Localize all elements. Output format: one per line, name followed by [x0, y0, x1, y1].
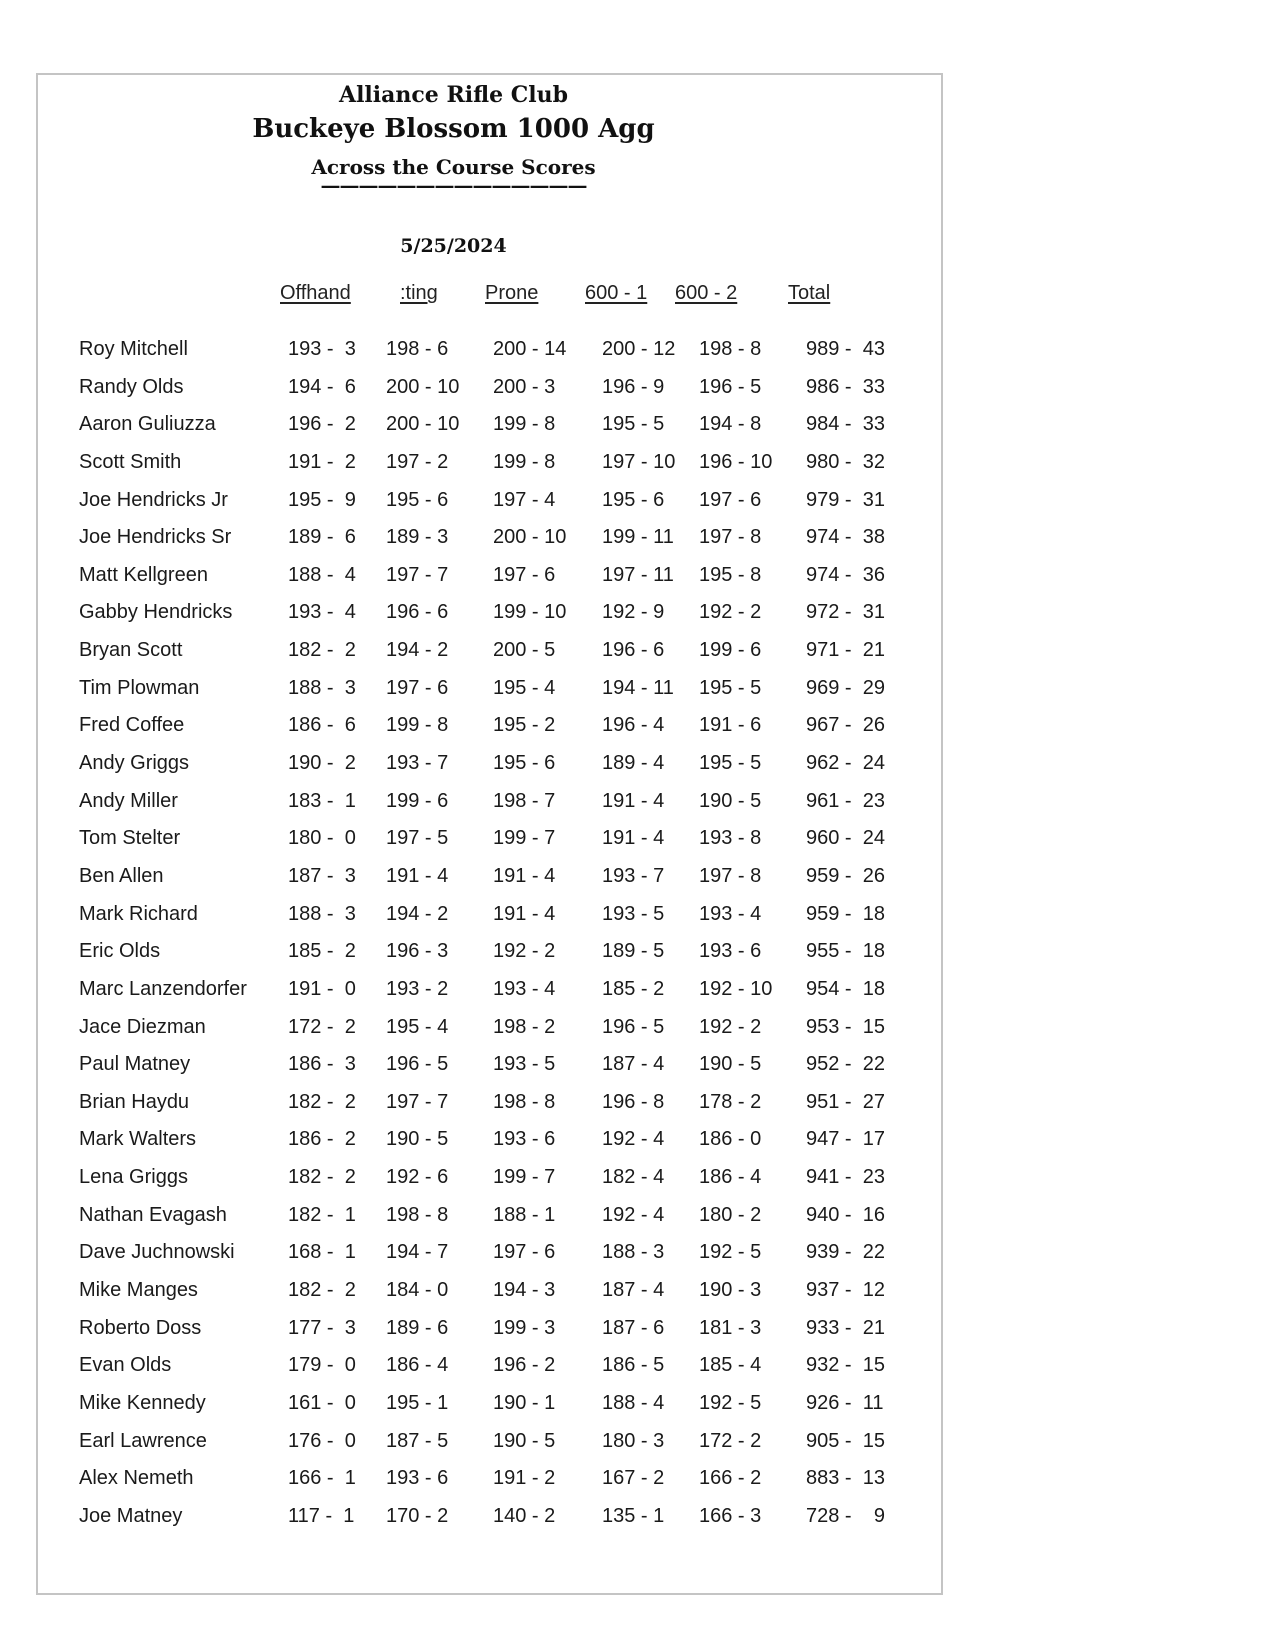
total-score: 955 - 18 [806, 940, 885, 963]
600-1-score: 187 - 4 [602, 1053, 665, 1076]
total-score: 952 - 22 [806, 1053, 885, 1076]
table-row [38, 1354, 941, 1392]
600-1-score: 189 - 5 [602, 940, 665, 963]
table-row [38, 639, 941, 677]
total-score: 974 - 38 [806, 526, 885, 549]
600-2-score: 192 - 2 [699, 1015, 762, 1038]
600-2-score: 195 - 5 [699, 752, 762, 775]
sitting-score: 189 - 3 [386, 526, 449, 549]
table-row [38, 1279, 941, 1317]
prone-score: 193 - 6 [493, 1128, 556, 1151]
prone-score: 198 - 7 [493, 789, 556, 812]
shooter-name: Aaron Guliuzza [79, 413, 216, 436]
sitting-score: 191 - 4 [386, 864, 449, 887]
table-row [38, 1166, 941, 1204]
shooter-name: Tim Plowman [79, 676, 200, 699]
offhand-score: 166 - 1 [288, 1467, 356, 1490]
600-2-score: 190 - 3 [699, 1279, 762, 1302]
sitting-score: 199 - 8 [386, 714, 449, 737]
sitting-score: 198 - 8 [386, 1203, 449, 1226]
shooter-name: Mike Manges [79, 1279, 198, 1302]
offhand-score: 187 - 3 [288, 864, 356, 887]
sitting-score: 170 - 2 [386, 1504, 449, 1527]
offhand-score: 190 - 2 [288, 752, 356, 775]
total-score: 959 - 18 [806, 902, 885, 925]
shooter-name: Brian Haydu [79, 1090, 190, 1113]
column-header-sitting: :ting [400, 282, 438, 304]
shooter-name: Earl Lawrence [79, 1429, 207, 1452]
total-score: 986 - 33 [806, 375, 885, 398]
total-score: 979 - 31 [806, 488, 885, 511]
600-1-score: 185 - 2 [602, 977, 665, 1000]
total-score: 954 - 18 [806, 977, 885, 1000]
offhand-score: 183 - 1 [288, 789, 356, 812]
shooter-name: Gabby Hendricks [79, 601, 233, 624]
sitting-score: 196 - 6 [386, 601, 449, 624]
600-1-score: 195 - 5 [602, 413, 665, 436]
total-score: 989 - 43 [806, 338, 885, 360]
table-row [38, 1128, 941, 1166]
600-1-score: 200 - 12 [602, 338, 676, 360]
600-2-score: 185 - 4 [699, 1354, 762, 1377]
shooter-name: Eric Olds [79, 940, 161, 963]
600-2-score: 197 - 8 [699, 526, 762, 549]
total-score: 967 - 26 [806, 714, 885, 737]
600-1-score: 188 - 3 [602, 1241, 665, 1264]
sitting-score: 197 - 7 [386, 563, 449, 586]
sitting-score: 196 - 3 [386, 940, 449, 963]
sitting-score: 195 - 4 [386, 1015, 449, 1038]
sitting-score: 193 - 2 [386, 977, 449, 1000]
600-1-score: 196 - 9 [602, 375, 665, 398]
shooter-name: Nathan Evagash [79, 1203, 227, 1226]
600-2-score: 166 - 3 [699, 1504, 762, 1527]
table-row [38, 376, 941, 414]
table-row [38, 526, 941, 564]
match-title: Buckeye Blossom 1000 Agg [252, 114, 655, 144]
prone-score: 199 - 7 [493, 827, 556, 850]
shooter-name: Mark Walters [79, 1128, 197, 1151]
600-2-score: 192 - 2 [699, 601, 762, 624]
table-row [38, 677, 941, 715]
total-score: 940 - 16 [806, 1203, 885, 1226]
600-1-score: 192 - 9 [602, 601, 665, 624]
offhand-score: 188 - 3 [288, 902, 356, 925]
600-1-score: 194 - 11 [602, 676, 674, 699]
prone-score: 195 - 6 [493, 752, 556, 775]
offhand-score: 117 - 1 [288, 1504, 355, 1527]
shooter-name: Lena Griggs [79, 1166, 188, 1189]
table-row [38, 827, 941, 865]
shooter-name: Andy Miller [79, 789, 178, 812]
scores-table [38, 338, 941, 1543]
total-score: 883 - 13 [806, 1467, 885, 1490]
prone-score: 191 - 4 [493, 902, 556, 925]
table-row [38, 1430, 941, 1468]
shooter-name: Bryan Scott [79, 639, 183, 662]
600-2-score: 196 - 10 [699, 450, 773, 473]
prone-score: 200 - 5 [493, 639, 556, 662]
shooter-name: Ben Allen [79, 864, 164, 887]
600-1-score: 196 - 8 [602, 1090, 665, 1113]
prone-score: 192 - 2 [493, 940, 556, 963]
total-score: 971 - 21 [806, 639, 885, 662]
600-1-score: 189 - 4 [602, 752, 665, 775]
total-score: 969 - 29 [806, 676, 885, 699]
sitting-score: 194 - 7 [386, 1241, 449, 1264]
shooter-name: Tom Stelter [79, 827, 181, 850]
600-2-score: 172 - 2 [699, 1429, 762, 1452]
sitting-score: 200 - 10 [386, 375, 460, 398]
600-2-score: 197 - 8 [699, 864, 762, 887]
sitting-score: 194 - 2 [386, 902, 449, 925]
offhand-score: 188 - 4 [288, 563, 356, 586]
600-2-score: 180 - 2 [699, 1203, 762, 1226]
sitting-score: 189 - 6 [386, 1316, 449, 1339]
offhand-score: 179 - 0 [288, 1354, 356, 1377]
prone-score: 140 - 2 [493, 1504, 556, 1527]
600-2-score: 197 - 6 [699, 488, 762, 511]
600-2-score: 193 - 4 [699, 902, 762, 925]
600-1-score: 187 - 4 [602, 1279, 665, 1302]
shooter-name: Joe Hendricks Jr [79, 488, 228, 511]
600-1-score: 196 - 5 [602, 1015, 665, 1038]
shooter-name: Marc Lanzendorfer [79, 977, 247, 1000]
600-2-score: 192 - 5 [699, 1241, 762, 1264]
shooter-name: Jace Diezman [79, 1015, 206, 1038]
600-2-score: 191 - 6 [699, 714, 762, 737]
sitting-score: 195 - 1 [386, 1391, 449, 1414]
600-2-score: 181 - 3 [699, 1316, 762, 1339]
table-row [38, 903, 941, 941]
600-1-score: 193 - 7 [602, 864, 665, 887]
table-row [38, 489, 941, 527]
shooter-name: Joe Hendricks Sr [79, 526, 232, 549]
match-subtitle: Across the Course Scores [311, 155, 596, 179]
600-2-score: 186 - 0 [699, 1128, 762, 1151]
600-1-score: 197 - 11 [602, 563, 674, 586]
sitting-score: 197 - 6 [386, 676, 449, 699]
total-score: 947 - 17 [806, 1128, 885, 1151]
offhand-score: 161 - 0 [288, 1391, 356, 1414]
table-row [38, 978, 941, 1016]
offhand-score: 182 - 1 [288, 1203, 356, 1226]
600-1-score: 187 - 6 [602, 1316, 665, 1339]
prone-score: 194 - 3 [493, 1279, 556, 1302]
600-1-score: 199 - 11 [602, 526, 674, 549]
table-row [38, 601, 941, 639]
600-1-score: 197 - 10 [602, 450, 676, 473]
prone-score: 196 - 2 [493, 1354, 556, 1377]
shooter-name: Scott Smith [79, 450, 182, 473]
offhand-score: 195 - 9 [288, 488, 356, 511]
total-score: 937 - 12 [806, 1279, 885, 1302]
sitting-score: 194 - 2 [386, 639, 449, 662]
shooter-name: Joe Matney [79, 1504, 183, 1527]
600-2-score: 190 - 5 [699, 789, 762, 812]
600-2-score: 192 - 10 [699, 977, 773, 1000]
offhand-score: 182 - 2 [288, 1279, 356, 1302]
offhand-score: 172 - 2 [288, 1015, 356, 1038]
sitting-score: 184 - 0 [386, 1279, 449, 1302]
table-row [38, 1505, 941, 1543]
600-1-score: 192 - 4 [602, 1203, 665, 1226]
prone-score: 190 - 1 [493, 1391, 556, 1414]
sitting-score: 187 - 5 [386, 1429, 449, 1452]
table-row [38, 940, 941, 978]
table-row [38, 790, 941, 828]
offhand-score: 186 - 6 [288, 714, 356, 737]
table-row [38, 413, 941, 451]
shooter-name: Andy Griggs [79, 752, 190, 775]
prone-score: 191 - 4 [493, 864, 556, 887]
shooter-name: Mark Richard [79, 902, 198, 925]
600-2-score: 193 - 6 [699, 940, 762, 963]
shooter-name: Fred Coffee [79, 714, 185, 737]
total-score: 933 - 21 [806, 1316, 885, 1339]
prone-score: 199 - 3 [493, 1316, 556, 1339]
prone-score: 193 - 4 [493, 977, 556, 1000]
offhand-score: 176 - 0 [288, 1429, 356, 1452]
offhand-score: 177 - 3 [288, 1316, 356, 1339]
prone-score: 199 - 8 [493, 450, 556, 473]
table-row [38, 338, 941, 376]
600-1-score: 192 - 4 [602, 1128, 665, 1151]
total-score: 960 - 24 [806, 827, 885, 850]
600-2-score: 198 - 8 [699, 338, 762, 360]
prone-score: 200 - 14 [493, 338, 567, 360]
prone-score: 200 - 3 [493, 375, 556, 398]
sitting-score: 197 - 2 [386, 450, 449, 473]
600-1-score: 188 - 4 [602, 1391, 665, 1414]
offhand-score: 186 - 3 [288, 1053, 356, 1076]
600-2-score: 199 - 6 [699, 639, 762, 662]
table-row [38, 451, 941, 489]
offhand-score: 189 - 6 [288, 526, 356, 549]
table-row [38, 714, 941, 752]
prone-score: 200 - 10 [493, 526, 567, 549]
column-header-600-2: 600 - 2 [675, 282, 738, 304]
sitting-score: 199 - 6 [386, 789, 449, 812]
total-score: 941 - 23 [806, 1166, 885, 1189]
offhand-score: 193 - 4 [288, 601, 356, 624]
column-header-600-1: 600 - 1 [585, 282, 648, 304]
prone-score: 195 - 2 [493, 714, 556, 737]
600-2-score: 193 - 8 [699, 827, 762, 850]
600-2-score: 166 - 2 [699, 1467, 762, 1490]
600-2-score: 192 - 5 [699, 1391, 762, 1414]
sitting-score: 192 - 6 [386, 1166, 449, 1189]
total-score: 939 - 22 [806, 1241, 885, 1264]
offhand-score: 196 - 2 [288, 413, 356, 436]
sitting-score: 193 - 6 [386, 1467, 449, 1490]
600-1-score: 191 - 4 [602, 827, 665, 850]
600-1-score: 193 - 5 [602, 902, 665, 925]
title-rule: —————————————— [320, 173, 587, 197]
club-name: Alliance Rifle Club [339, 82, 568, 108]
600-1-score: 191 - 4 [602, 789, 665, 812]
sitting-score: 186 - 4 [386, 1354, 449, 1377]
table-row [38, 1091, 941, 1129]
shooter-name: Randy Olds [79, 375, 184, 398]
table-row [38, 1467, 941, 1505]
600-1-score: 196 - 4 [602, 714, 665, 737]
600-1-score: 167 - 2 [602, 1467, 665, 1490]
total-score: 926 - 11 [806, 1391, 884, 1414]
offhand-score: 180 - 0 [288, 827, 356, 850]
sitting-score: 195 - 6 [386, 488, 449, 511]
sitting-score: 197 - 7 [386, 1090, 449, 1113]
shooter-name: Matt Kellgreen [79, 563, 208, 586]
total-score: 980 - 32 [806, 450, 885, 473]
table-row [38, 752, 941, 790]
offhand-score: 188 - 3 [288, 676, 356, 699]
table-row [38, 865, 941, 903]
total-score: 972 - 31 [806, 601, 885, 624]
table-row [38, 1053, 941, 1091]
prone-score: 199 - 7 [493, 1166, 556, 1189]
total-score: 728 - 9 [806, 1504, 885, 1527]
table-row [38, 564, 941, 602]
prone-score: 188 - 1 [493, 1203, 556, 1226]
column-header-offhand: Offhand [280, 282, 351, 304]
600-2-score: 196 - 5 [699, 375, 762, 398]
sitting-score: 196 - 5 [386, 1053, 449, 1076]
600-2-score: 195 - 8 [699, 563, 762, 586]
shooter-name: Alex Nemeth [79, 1467, 194, 1490]
total-score: 961 - 23 [806, 789, 885, 812]
total-score: 905 - 15 [806, 1429, 885, 1452]
600-1-score: 186 - 5 [602, 1354, 665, 1377]
600-1-score: 182 - 4 [602, 1166, 665, 1189]
offhand-score: 193 - 3 [288, 338, 356, 360]
offhand-score: 182 - 2 [288, 1090, 356, 1113]
600-2-score: 194 - 8 [699, 413, 762, 436]
table-row [38, 1204, 941, 1242]
shooter-name: Roberto Doss [79, 1316, 202, 1339]
total-score: 984 - 33 [806, 413, 885, 436]
table-row [38, 1317, 941, 1355]
600-1-score: 195 - 6 [602, 488, 665, 511]
600-1-score: 196 - 6 [602, 639, 665, 662]
total-score: 962 - 24 [806, 752, 885, 775]
prone-score: 191 - 2 [493, 1467, 556, 1490]
table-row [38, 1241, 941, 1279]
sitting-score: 200 - 10 [386, 413, 460, 436]
match-date: 5/25/2024 [400, 235, 507, 257]
prone-score: 190 - 5 [493, 1429, 556, 1452]
prone-score: 197 - 4 [493, 488, 556, 511]
offhand-score: 191 - 0 [288, 977, 356, 1000]
prone-score: 199 - 8 [493, 413, 556, 436]
offhand-score: 186 - 2 [288, 1128, 356, 1151]
shooter-name: Roy Mitchell [79, 338, 188, 360]
shooter-name: Mike Kennedy [79, 1391, 206, 1414]
sitting-score: 190 - 5 [386, 1128, 449, 1151]
prone-score: 197 - 6 [493, 1241, 556, 1264]
shooter-name: Evan Olds [79, 1354, 172, 1377]
offhand-score: 191 - 2 [288, 450, 356, 473]
offhand-score: 194 - 6 [288, 375, 356, 398]
600-2-score: 190 - 5 [699, 1053, 762, 1076]
total-score: 974 - 36 [806, 563, 885, 586]
shooter-name: Dave Juchnowski [79, 1241, 235, 1264]
prone-score: 195 - 4 [493, 676, 556, 699]
shooter-name: Paul Matney [79, 1053, 191, 1076]
prone-score: 199 - 10 [493, 601, 567, 624]
600-2-score: 186 - 4 [699, 1166, 762, 1189]
sitting-score: 198 - 6 [386, 338, 449, 360]
score-sheet [36, 73, 943, 1595]
total-score: 932 - 15 [806, 1354, 885, 1377]
prone-score: 197 - 6 [493, 563, 556, 586]
sitting-score: 197 - 5 [386, 827, 449, 850]
column-header-total: Total [788, 282, 831, 304]
offhand-score: 182 - 2 [288, 639, 356, 662]
total-score: 959 - 26 [806, 864, 885, 887]
offhand-score: 185 - 2 [288, 940, 356, 963]
total-score: 951 - 27 [806, 1090, 885, 1113]
sitting-score: 193 - 7 [386, 752, 449, 775]
prone-score: 198 - 8 [493, 1090, 556, 1113]
table-row [38, 1392, 941, 1430]
column-header-prone: Prone [485, 282, 539, 304]
600-1-score: 135 - 1 [602, 1504, 665, 1527]
table-row [38, 1016, 941, 1054]
offhand-score: 168 - 1 [288, 1241, 356, 1264]
600-1-score: 180 - 3 [602, 1429, 665, 1452]
600-2-score: 195 - 5 [699, 676, 762, 699]
prone-score: 198 - 2 [493, 1015, 556, 1038]
600-2-score: 178 - 2 [699, 1090, 762, 1113]
prone-score: 193 - 5 [493, 1053, 556, 1076]
offhand-score: 182 - 2 [288, 1166, 356, 1189]
total-score: 953 - 15 [806, 1015, 885, 1038]
